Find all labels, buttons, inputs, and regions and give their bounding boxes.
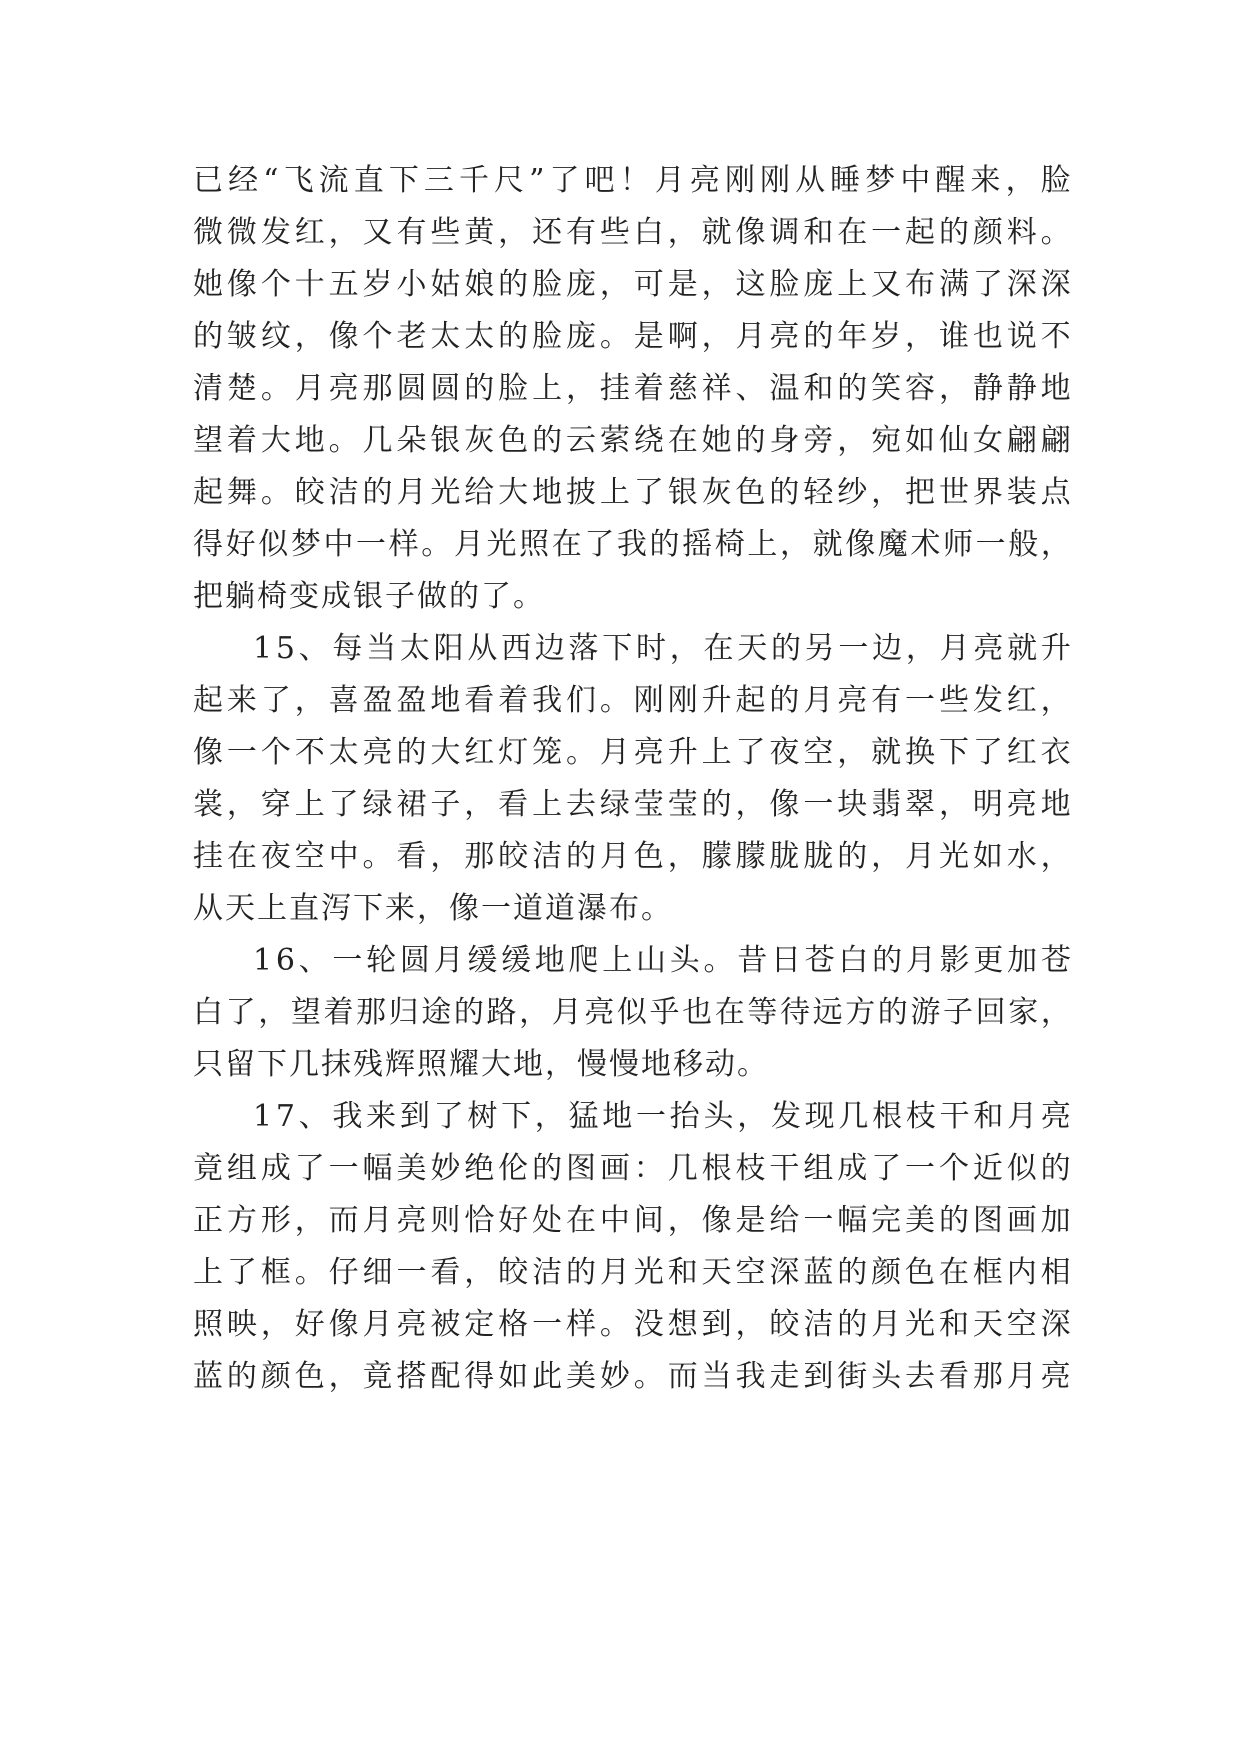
text-line: 蓝 的 颜 色 ， 竟 搭 配 得 如 此 美 妙 。 而 当 我 走 到 街 头 去 看 那 月 亮 xyxy=(193,1359,1073,1394)
text-line: 竟 组 成 了 一 幅 美 妙 绝 伦 的 图 画 ： 几 根 枝 干 组 成 了 一 个 近 似 的 xyxy=(193,1151,1073,1186)
text-line: 已 经 “ 飞 流 直 下 三 千 尺 ” 了 吧 ！ 月 亮 刚 刚 从 睡 梦 中 醒 来 ， 脸 xyxy=(193,163,1073,198)
text-line: 照 映 ， 好 像 月 亮 被 定 格 一 样 。 没 想 到 ， 皎 洁 的 月 光 和 天 空 深 xyxy=(193,1307,1073,1342)
text-line: 起 舞 。 皎 洁 的 月 光 给 大 地 披 上 了 银 灰 色 的 轻 纱 ， 把 世 界 装 点 xyxy=(193,475,1073,510)
text-line: 像 一 个 不 太 亮 的 大 红 灯 笼 。 月 亮 升 上 了 夜 空 ， 就 换 下 了 红 衣 xyxy=(193,735,1073,770)
text-line: 她 像 个 十 五 岁 小 姑 娘 的 脸 庞 ， 可 是 ， 这 脸 庞 上 又 布 满 了 深 深 xyxy=(193,267,1073,302)
text-line: 得 好 似 梦 中 一 样 。 月 光 照 在 了 我 的 摇 椅 上 ， 就 像 魔 术 师 一 般 ， xyxy=(193,527,1073,562)
text-line: 的 皱 纹 ， 像 个 老 太 太 的 脸 庞 。 是 啊 ， 月 亮 的 年 岁 ， 谁 也 说 不 xyxy=(193,319,1073,354)
text-line: 挂 在 夜 空 中 。 看 ， 那 皎 洁 的 月 色 ， 朦 朦 胧 胧 的 ， 月 光 如 水 ， xyxy=(193,839,1073,874)
paragraph-continued xyxy=(193,155,1073,623)
text-line: 只留下几抹残辉照耀大地，慢慢地移动。 xyxy=(193,1047,769,1082)
text-line: 清 楚 。 月 亮 那 圆 圆 的 脸 上 ， 挂 着 慈 祥 、 温 和 的 笑 容 ， 静 静 地 xyxy=(193,371,1073,406)
text-line: 正 方 形 ， 而 月 亮 则 恰 好 处 在 中 间 ， 像 是 给 一 幅 完 美 的 图 画 加 xyxy=(193,1203,1073,1238)
text-line: 从天上直泻下来，像一道道瀑布。 xyxy=(193,891,673,926)
text-line: 微 微 发 红 ， 又 有 些 黄 ， 还 有 些 白 ， 就 像 调 和 在 一 起 的 颜 料 。 xyxy=(193,215,1073,250)
paragraph-15 xyxy=(193,623,1073,935)
text-line: 1 7 、 我 来 到 了 树 下 ， 猛 地 一 抬 头 ， 发 现 几 根 枝 干 和 月 亮 xyxy=(253,1099,1073,1134)
text-line: 把躺椅变成银子做的了。 xyxy=(193,579,545,614)
text-line: 白 了 ， 望 着 那 归 途 的 路 ， 月 亮 似 乎 也 在 等 待 远 方 的 游 子 回 家 ， xyxy=(193,995,1073,1030)
text-line: 上 了 框 。 仔 细 一 看 ， 皎 洁 的 月 光 和 天 空 深 蓝 的 颜 色 在 框 内 相 xyxy=(193,1255,1073,1290)
paragraph-16 xyxy=(193,935,1073,1091)
text-line: 1 6 、 一 轮 圆 月 缓 缓 地 爬 上 山 头 。 昔 日 苍 白 的 月 影 更 加 苍 xyxy=(253,943,1073,978)
text-line: 裳 ， 穿 上 了 绿 裙 子 ， 看 上 去 绿 莹 莹 的 ， 像 一 块 翡 翠 ， 明 亮 地 xyxy=(193,787,1073,822)
body-text xyxy=(193,155,1073,1403)
text-line: 望 着 大 地 。 几 朵 银 灰 色 的 云 萦 绕 在 她 的 身 旁 ， 宛 如 仙 女 翩 翩 xyxy=(193,423,1073,458)
paragraph-17 xyxy=(193,1091,1073,1403)
text-line: 1 5 、 每 当 太 阳 从 西 边 落 下 时 ， 在 天 的 另 一 边 ， 月 亮 就 升 xyxy=(253,631,1073,666)
text-line: 起 来 了 ， 喜 盈 盈 地 看 着 我 们 。 刚 刚 升 起 的 月 亮 有 一 些 发 红 ， xyxy=(193,683,1073,718)
